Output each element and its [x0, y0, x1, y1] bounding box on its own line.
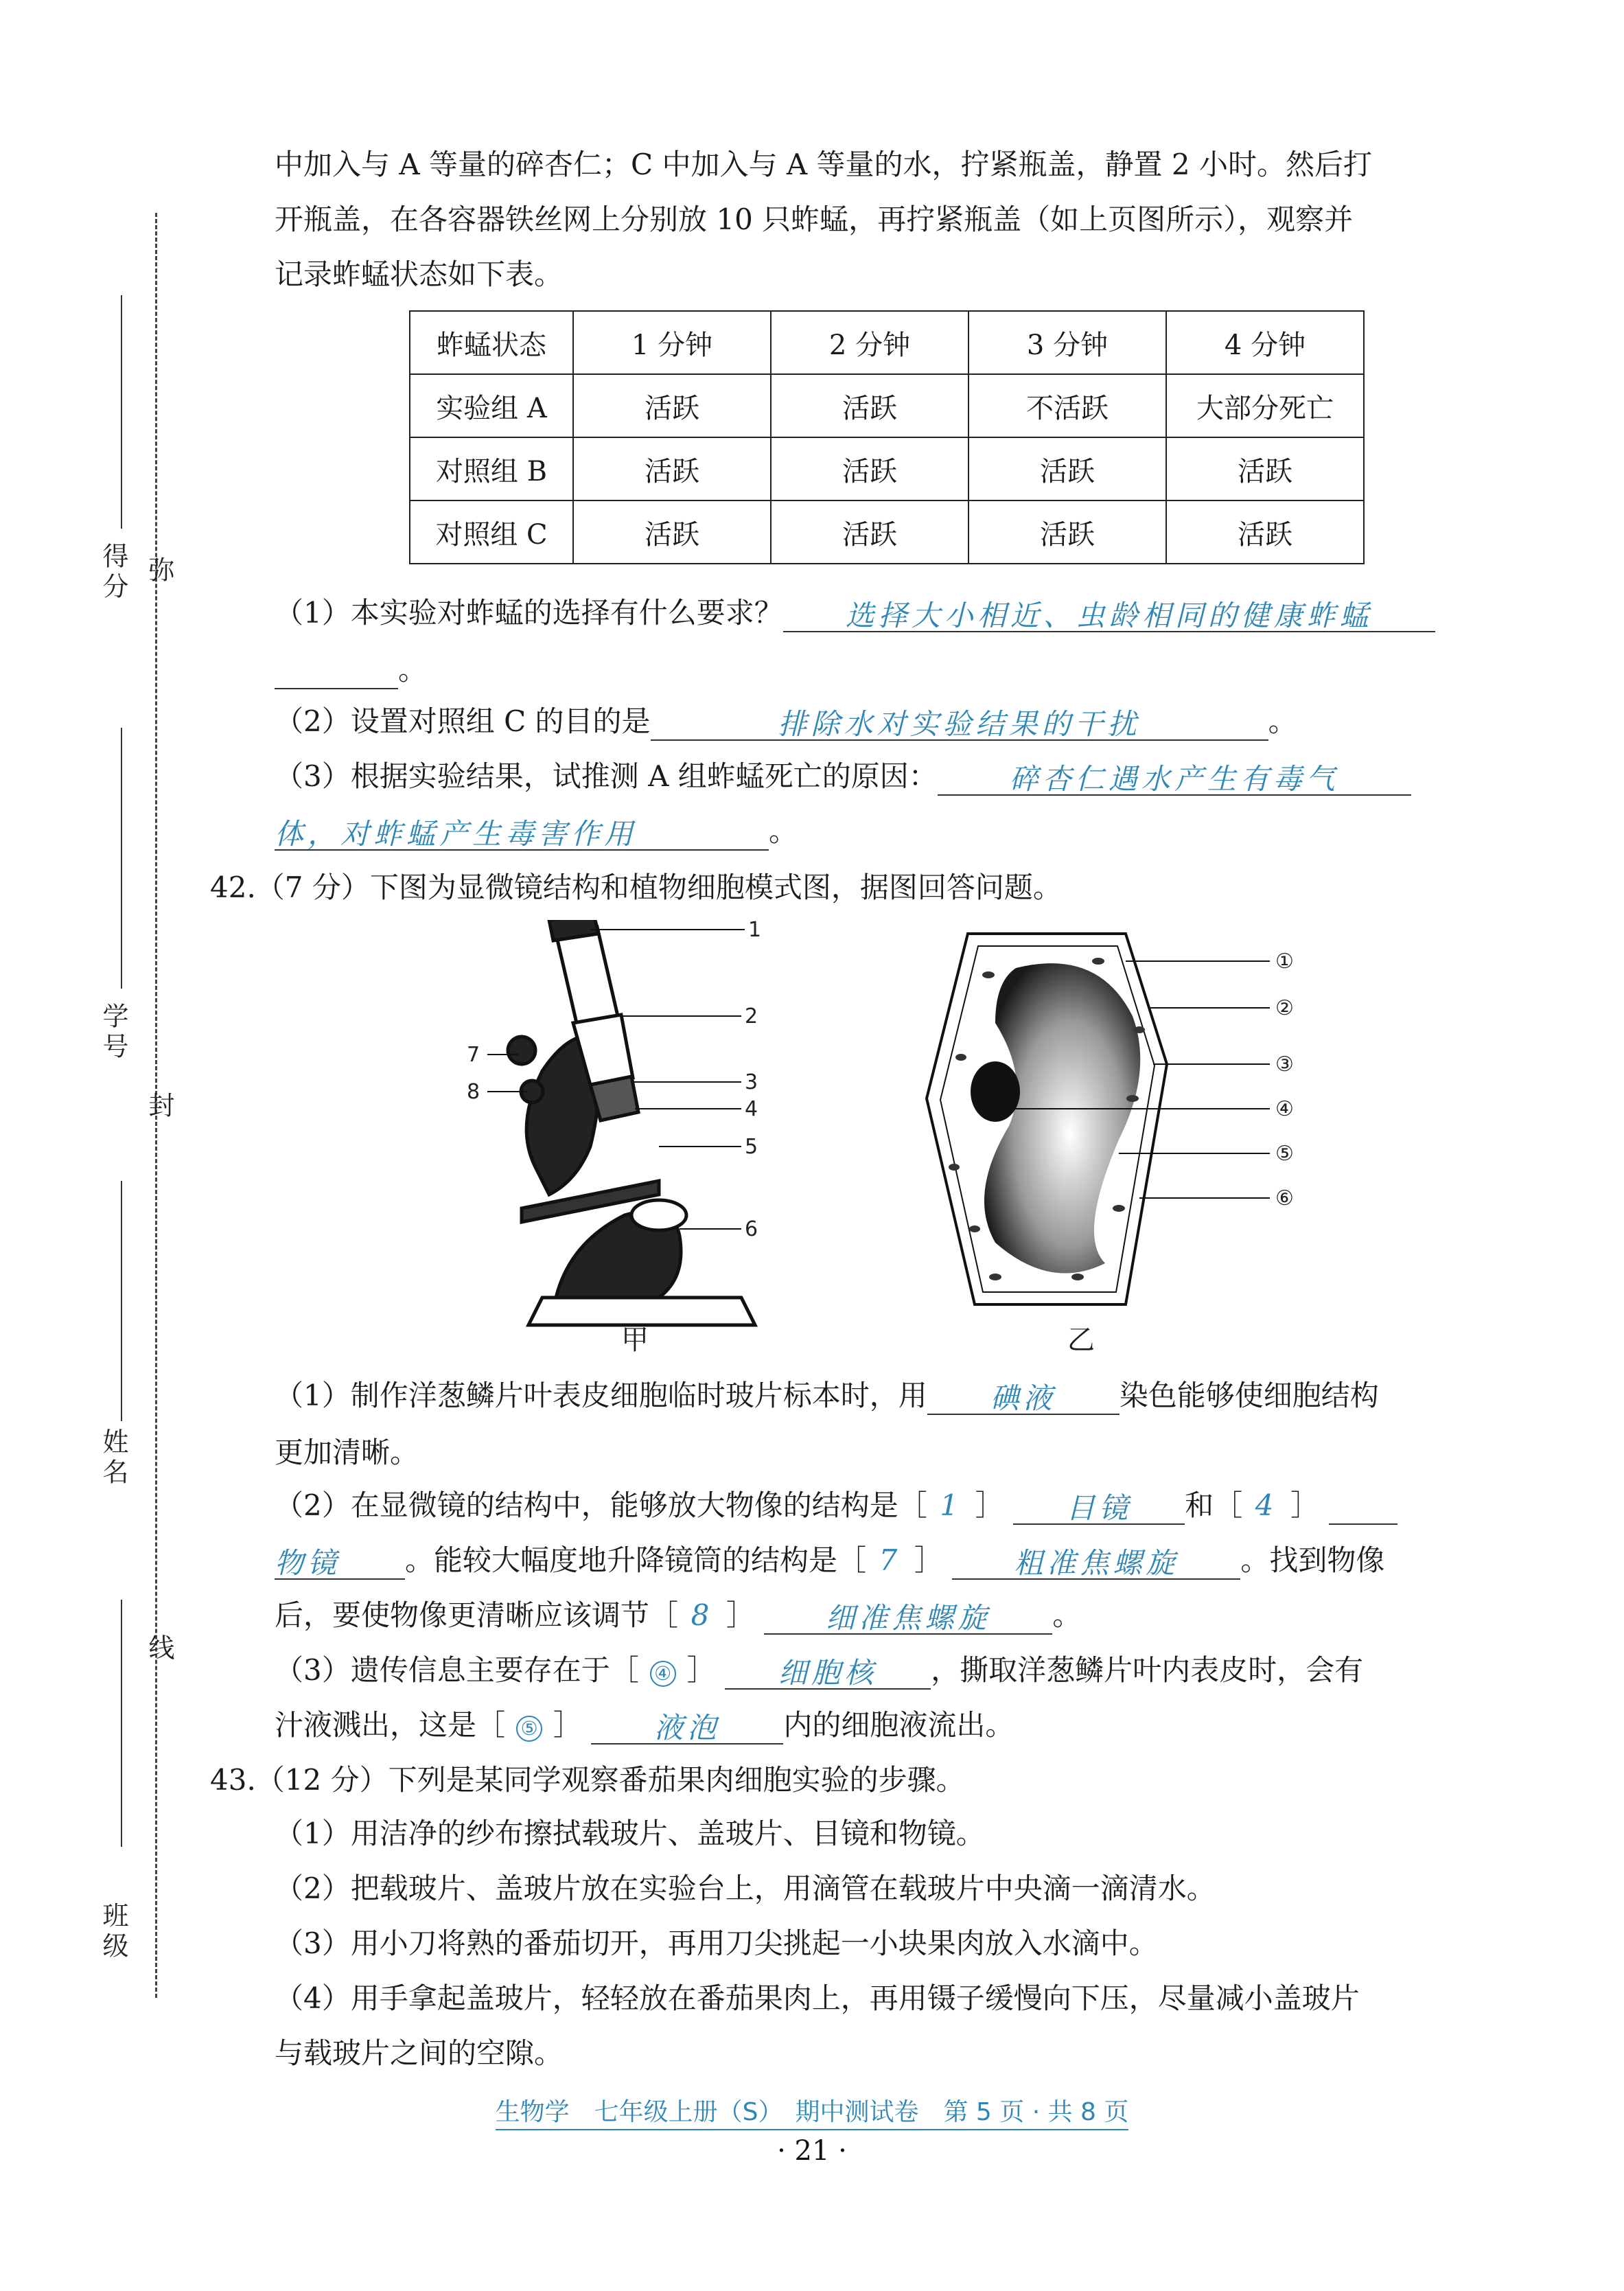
q42-part2-line2: [275, 1541, 1384, 1580]
micro-label-6: 6: [745, 1217, 758, 1241]
plant-cell-figure: [913, 920, 1325, 1318]
table-cell: 活跃: [573, 437, 771, 500]
q42-p3-num2: ⑤: [516, 1716, 542, 1742]
q41-p1-blank-tail: [275, 654, 398, 689]
table-cell: 对照组 B: [410, 437, 573, 500]
q42-p2-line3-end: 。: [1052, 1598, 1082, 1632]
q41-part2: [275, 702, 1297, 741]
micro-label-2: 2: [745, 1004, 758, 1028]
q42-p3-text: （3）遗传信息主要存在于［: [275, 1653, 639, 1687]
bracket-close: ］: [686, 1653, 716, 1687]
q41-p2-text: （2）设置对照组 C 的目的是: [275, 704, 651, 738]
q41-part1: [275, 594, 1435, 632]
intro-line-2: 开瓶盖，在各容器铁丝网上分别放 10 只蚱蜢，再拧紧瓶盖（如上页图所示），观察并: [275, 203, 1354, 236]
q41-p3-end: 。: [769, 814, 798, 848]
table-cell: 大部分死亡: [1166, 374, 1364, 437]
bracket-close: ］: [975, 1488, 1004, 1522]
cell-label-6: ⑥: [1275, 1186, 1294, 1210]
table-cell: 活跃: [771, 374, 968, 437]
q42-p2-num1: 1: [940, 1488, 963, 1522]
footer-title-text: 生物学 七年级上册（S） 期中测试卷 第 5 页 · 共 8 页: [496, 2098, 1129, 2130]
q42-p2-line2-mid: 。能较大幅度地升降镜筒的结构是［: [405, 1543, 867, 1577]
intro-line-3: 记录蚱蜢状态如下表。: [275, 257, 564, 291]
cell-label-3: ③: [1275, 1052, 1294, 1077]
table-cell: 活跃: [968, 500, 1166, 564]
bracket-close: ］: [726, 1598, 756, 1632]
q42-p2-ans1: 目镜: [1013, 1489, 1185, 1525]
q42-p2-text: （2）在显微镜的结构中，能够放大物像的结构是［: [275, 1488, 927, 1522]
q42-p1-text: （1）制作洋葱鳞片叶表皮细胞临时玻片标本时，用: [275, 1379, 927, 1412]
results-table: [409, 310, 1365, 564]
header-cell: 1 分钟: [573, 311, 771, 374]
q42-p3-ans1: 细胞核: [725, 1654, 931, 1690]
q43-step-2: （2）把载玻片、盖玻片放在实验台上，用滴管在载玻片中央滴一滴清水。: [275, 1872, 1216, 1905]
q42-p2-and: 和［: [1185, 1488, 1243, 1522]
q42-p2-num4: 8: [691, 1598, 714, 1632]
q42-p2-ans4: 细准焦螺旋: [764, 1599, 1052, 1635]
table-cell: 活跃: [968, 437, 1166, 500]
footer-title: [0, 2093, 1624, 2128]
nucleus: [971, 1061, 1020, 1122]
class-line: [121, 1600, 122, 1847]
q42-p3-line2: 汁液溅出，这是［: [275, 1708, 506, 1742]
q42-p1-answer: 碘液: [927, 1379, 1120, 1415]
cell-label-1: ①: [1275, 949, 1294, 974]
q42-part2-line3: [275, 1596, 1081, 1635]
intro-line-1: 中加入与 A 等量的碎杏仁；C 中加入与 A 等量的水，拧紧瓶盖，静置 2 小时。然后打: [275, 148, 1372, 181]
q41-p3-answer-b: 体，对蚱蜢产生毒害作用: [275, 815, 769, 851]
q42-p3-ans2: 液泡: [591, 1709, 783, 1745]
bracket-close: ］: [914, 1543, 944, 1577]
q43-step-4: （4）用手拿起盖玻片，轻轻放在番茄果肉上，再用镊子缓慢向下压，尽量减小盖玻片: [275, 1981, 1360, 2015]
figure-left-caption: 甲: [621, 1324, 649, 1356]
score-line: [121, 295, 122, 529]
q42-stem: 42.（7 分）下图为显微镜结构和植物细胞模式图，据图回答问题。: [210, 871, 1062, 904]
q42-p3-line2-end: 内的细胞液流出。: [783, 1708, 1014, 1742]
q41-p1-text: （1）本实验对蚱蜢的选择有什么要求？: [275, 596, 783, 630]
bracket-close: ］: [553, 1708, 583, 1742]
q41-p2-answer: 排除水对实验结果的干扰: [651, 705, 1268, 741]
q43-step-1: （1）用洁净的纱布擦拭载玻片、盖玻片、目镜和物镜。: [275, 1817, 985, 1850]
student-id-label: 学号: [98, 1002, 128, 1063]
q41-p1-answer: 选择大小相近、虫龄相同的健康蚱蜢: [783, 597, 1435, 632]
score-label: 得分: [98, 542, 128, 603]
q43-stem: 43.（12 分）下列是某同学观察番茄果肉细胞实验的步骤。: [210, 1763, 965, 1797]
q41-part3: [275, 757, 1411, 796]
q42-p3-num1: ④: [650, 1661, 676, 1687]
seal-mi: 弥: [144, 556, 174, 586]
page-number: · 21 ·: [777, 2135, 847, 2167]
table-cell: 活跃: [771, 500, 968, 564]
q42-p2-line2-end: 。找到物像: [1240, 1543, 1385, 1577]
q41-p3-text: （3）根据实验结果，试推测 A 组蚱蜢死亡的原因：: [275, 759, 938, 793]
class-label: 班级: [98, 1902, 128, 1962]
bracket-close: ］: [1290, 1488, 1320, 1522]
microscope-drawing: [508, 920, 755, 1325]
q42-p1-tail: 染色能够使细胞结构: [1119, 1379, 1379, 1412]
q41-p3-answer-a: 碎杏仁遇水产生有毒气: [938, 760, 1411, 796]
table-cell: 对照组 C: [410, 500, 573, 564]
q42-p2-blank-head: [1329, 1489, 1397, 1525]
microscope-figure: [453, 920, 824, 1346]
table-header-row: [410, 311, 1364, 374]
table-row: [410, 374, 1364, 437]
student-id-line: [121, 728, 122, 989]
header-cell: 3 分钟: [968, 311, 1166, 374]
micro-label-5: 5: [745, 1135, 758, 1159]
figure-right-caption: 乙: [1067, 1324, 1095, 1356]
header-cell: 2 分钟: [771, 311, 968, 374]
table-row: [410, 500, 1364, 564]
q41-part3-cont: [275, 812, 798, 851]
name-label: 姓名: [98, 1428, 128, 1488]
table-cell: 不活跃: [968, 374, 1166, 437]
q42-p1-line2: 更加清晰。: [275, 1436, 419, 1469]
header-cell: 4 分钟: [1166, 311, 1364, 374]
cell-label-5: ⑤: [1275, 1142, 1294, 1166]
q42-p2-num3: 7: [879, 1543, 902, 1577]
q42-part1: [275, 1377, 1379, 1415]
q43-step-3: （3）用小刀将熟的番茄切开，再用刀尖挑起一小块果肉放入水滴中。: [275, 1926, 1158, 1960]
q41-part1-cont: [275, 651, 427, 689]
table-cell: 活跃: [771, 437, 968, 500]
q42-part3: [275, 1651, 1363, 1690]
q43-step-4-cont: 与载玻片之间的空隙。: [275, 2036, 564, 2070]
q41-p1-end: 。: [398, 653, 428, 687]
q42-p2-ans3: 粗准焦螺旋: [952, 1544, 1240, 1580]
seal-feng: 封: [144, 1092, 174, 1122]
table-cell: 活跃: [1166, 500, 1364, 564]
cell-label-2: ②: [1275, 996, 1294, 1020]
micro-label-4: 4: [745, 1097, 758, 1121]
seal-xian: 线: [144, 1634, 174, 1664]
q42-p3-mid: ，撕取洋葱鳞片叶内表皮时，会有: [931, 1653, 1364, 1687]
table-row: [410, 437, 1364, 500]
q42-p2-num2: 4: [1255, 1488, 1278, 1522]
q42-p2-line3: 后，要使物像更清晰应该调节［: [275, 1598, 679, 1632]
micro-label-3: 3: [745, 1070, 758, 1094]
table-cell: 活跃: [1166, 437, 1364, 500]
q42-p2-ans2: 物镜: [275, 1544, 405, 1580]
name-line: [121, 1181, 122, 1421]
q41-p2-end: 。: [1268, 704, 1297, 738]
q42-part2: [275, 1486, 1397, 1525]
micro-label-7: 7: [467, 1043, 480, 1067]
header-cell: 蚱蜢状态: [410, 311, 573, 374]
table-cell: 活跃: [573, 500, 771, 564]
table-cell: 实验组 A: [410, 374, 573, 437]
q42-part3-line2: [275, 1706, 1014, 1745]
table-cell: 活跃: [573, 374, 771, 437]
micro-label-8: 8: [467, 1080, 480, 1104]
micro-label-1: 1: [748, 920, 762, 942]
cell-label-4: ④: [1275, 1097, 1294, 1121]
